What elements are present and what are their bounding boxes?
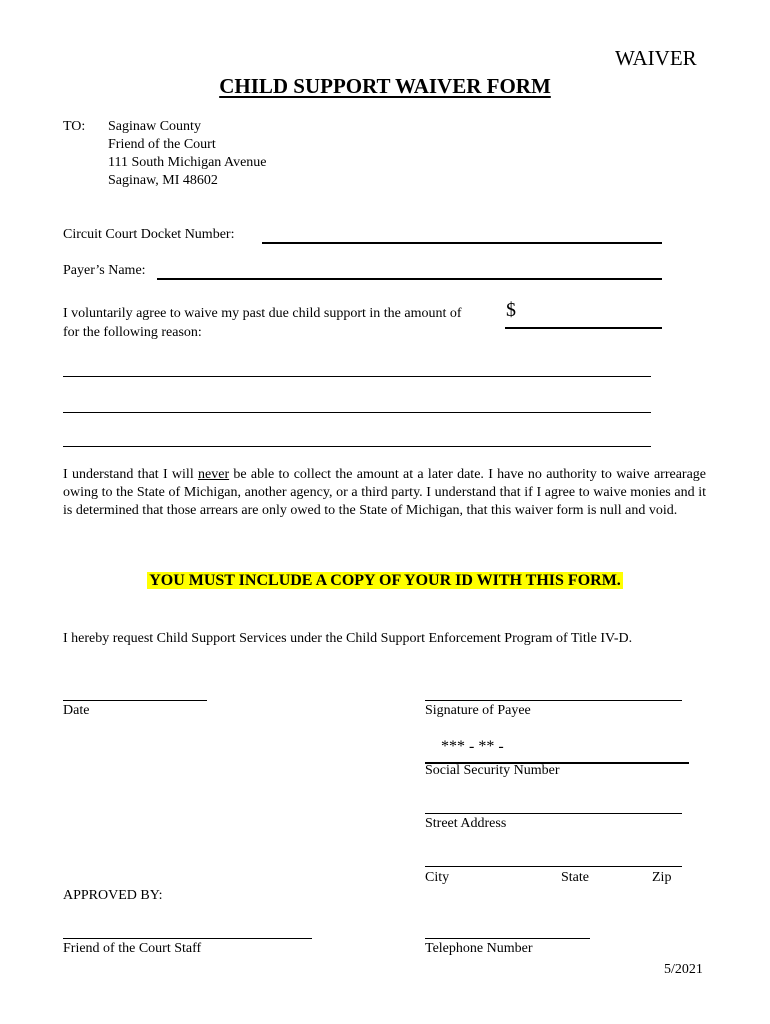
- revision-date: 5/2021: [664, 962, 703, 977]
- to-label: TO:: [63, 119, 86, 134]
- form-title: [0, 74, 770, 99]
- approved-by-label: APPROVED BY:: [63, 888, 163, 903]
- document-code: WAIVER: [615, 46, 697, 70]
- signature-input[interactable]: [425, 682, 686, 702]
- form-title-text: CHILD SUPPORT WAIVER FORM: [219, 74, 551, 98]
- address-line: Saginaw, MI 48602: [108, 173, 218, 188]
- reason-input-3[interactable]: [63, 428, 655, 448]
- recipient-address: [108, 118, 267, 190]
- ssn-label: Social Security Number: [425, 763, 560, 778]
- ssn-mask: *** - ** -: [441, 738, 504, 755]
- payer-label: Payer’s Name:: [63, 263, 146, 278]
- staff-input[interactable]: [63, 920, 316, 940]
- id-notice: [0, 572, 770, 590]
- signature-label: Signature of Payee: [425, 703, 531, 718]
- reason-label: for the following reason:: [63, 325, 202, 340]
- waiver-statement: [63, 466, 706, 520]
- request-statement: I hereby request Child Support Services under the Child Support Enforcement Program of Title IV-D.: [63, 631, 633, 646]
- date-label: Date: [63, 703, 90, 718]
- ssn-input[interactable]: [520, 742, 692, 762]
- telephone-input[interactable]: [425, 920, 594, 940]
- statement-part-1: I understand that I will: [63, 467, 199, 482]
- street-address-input[interactable]: [425, 795, 686, 815]
- docket-number-input[interactable]: [264, 224, 664, 244]
- staff-label: Friend of the Court Staff: [63, 941, 202, 956]
- city-state-zip-input[interactable]: [425, 848, 686, 868]
- docket-label: Circuit Court Docket Number:: [63, 227, 235, 242]
- reason-input-2[interactable]: [63, 394, 655, 414]
- address-line: Saginaw County: [108, 119, 201, 134]
- telephone-label: Telephone Number: [425, 941, 533, 956]
- state-label: State: [561, 870, 589, 885]
- statement-part-2: be able to collect the amount at a later date. I have no authority to waive arrearage owing to the State of Michigan, another agency, or a third party. I understand that if I agree to waive monies and it is determined that those arrears are only owed to the State of Michigan, that this waiver form is null and void.: [63, 467, 706, 518]
- address-line: 111 South Michigan Avenue: [108, 155, 267, 170]
- id-notice-text: YOU MUST INCLUDE A COPY OF YOUR ID WITH THIS FORM.: [149, 572, 621, 589]
- zip-label: Zip: [652, 870, 672, 885]
- waive-amount-text: I voluntarily agree to waive my past due child support in the amount of: [63, 306, 462, 321]
- amount-input[interactable]: [522, 306, 664, 328]
- street-label: Street Address: [425, 816, 507, 831]
- payer-name-input[interactable]: [159, 260, 664, 280]
- currency-symbol: $: [506, 299, 516, 321]
- city-label: City: [425, 870, 450, 885]
- statement-never: never: [198, 467, 230, 482]
- address-line: Friend of the Court: [108, 137, 216, 152]
- date-input[interactable]: [63, 682, 211, 702]
- reason-input-1[interactable]: [63, 358, 655, 378]
